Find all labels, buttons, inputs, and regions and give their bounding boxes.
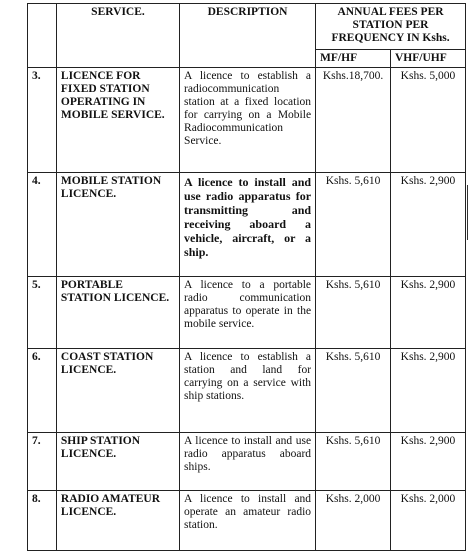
- table-row: [28, 491, 466, 551]
- header-annual-fees: ANNUAL FEES PER STATION PER FREQUENCY IN Kshs.: [316, 4, 466, 50]
- row-fee-vhf-uhf: Kshs. 2,900: [391, 433, 466, 491]
- margin-mark: [467, 185, 468, 240]
- row-service: COAST STATION LICENCE.: [56, 349, 179, 433]
- row-service: LICENCE FOR FIXED STATION OPERATING IN MOBILE SERVICE.: [56, 68, 179, 173]
- row-service: MOBILE STATION LICENCE.: [56, 173, 179, 277]
- row-fee-vhf-uhf: Kshs. 5,000: [391, 68, 466, 173]
- row-service: PORTABLE STATION LICENCE.: [56, 277, 179, 349]
- row-fee-mf-hf: Kshs. 5,610: [316, 349, 391, 433]
- table-row: [28, 277, 466, 349]
- header-service: SERVICE.: [56, 4, 179, 68]
- licence-fees-table: [27, 3, 466, 551]
- row-number: 4.: [28, 173, 57, 277]
- row-number: 7.: [28, 433, 57, 491]
- table-header-row: [28, 4, 466, 50]
- row-fee-vhf-uhf: Kshs. 2,900: [391, 277, 466, 349]
- row-fee-vhf-uhf: Kshs. 2,900: [391, 173, 466, 277]
- row-number: 6.: [28, 349, 57, 433]
- table-row: [28, 349, 466, 433]
- header-num-cell: [28, 4, 57, 68]
- row-description: A licence to install and operate an amateur radio station.: [180, 491, 316, 551]
- header-description: DESCRIPTION: [180, 4, 316, 68]
- header-vhf-uhf: VHF/UHF: [391, 50, 466, 68]
- header-mf-hf: MF/HF: [316, 50, 391, 68]
- row-fee-mf-hf: Kshs. 5,610: [316, 173, 391, 277]
- row-number: 5.: [28, 277, 57, 349]
- row-number: 8.: [28, 491, 57, 551]
- table-row: [28, 433, 466, 491]
- row-description: A licence to a portable radio communication apparatus to operate in the mobile service.: [180, 277, 316, 349]
- row-service: SHIP STATION LICENCE.: [56, 433, 179, 491]
- row-fee-vhf-uhf: Kshs. 2,000: [391, 491, 466, 551]
- row-fee-vhf-uhf: Kshs. 2,900: [391, 349, 466, 433]
- row-fee-mf-hf: Kshs. 5,610: [316, 277, 391, 349]
- row-description: A licence to install and use radio apparatus for transmitting and receiving aboard a vehicle, aircraft, or a ship.: [180, 173, 316, 277]
- row-description: A licence to establish a station and land for carrying on a service with ship stations.: [180, 349, 316, 433]
- row-description: A licence to establish a radiocommunication station at a fixed location for carrying on a Mobile Radiocommunication Service.: [180, 68, 316, 173]
- row-fee-mf-hf: Kshs. 5,610: [316, 433, 391, 491]
- row-number: 3.: [28, 68, 57, 173]
- row-description: A licence to install and use radio apparatus aboard ships.: [180, 433, 316, 491]
- row-fee-mf-hf: Kshs. 2,000: [316, 491, 391, 551]
- table-row: [28, 68, 466, 173]
- table-row: [28, 173, 466, 277]
- row-service: RADIO AMATEUR LICENCE.: [56, 491, 179, 551]
- row-fee-mf-hf: Kshs.18,700.: [316, 68, 391, 173]
